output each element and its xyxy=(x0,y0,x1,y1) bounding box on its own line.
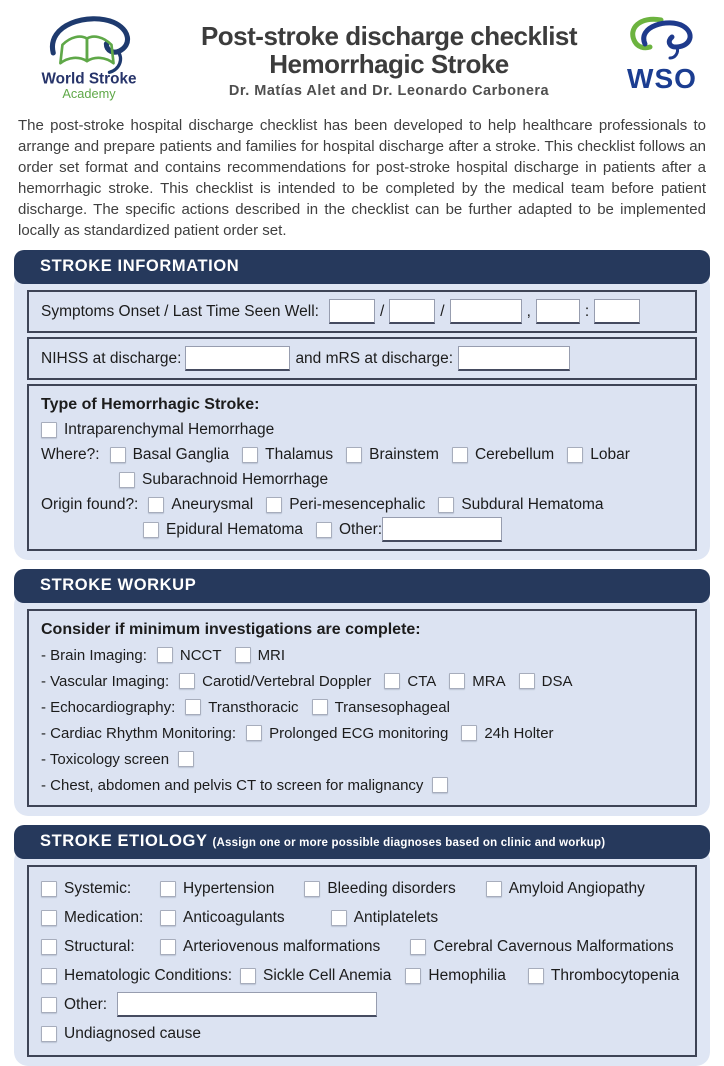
brainstem-checkbox[interactable] xyxy=(346,447,362,463)
prolonged-ecg-checkbox[interactable] xyxy=(246,725,262,741)
cerebellum-checkbox[interactable] xyxy=(452,447,468,463)
ncct-checkbox[interactable] xyxy=(157,647,173,663)
amyloid-angiopathy-label: Amyloid Angiopathy xyxy=(508,879,645,897)
nihss-input[interactable] xyxy=(185,346,290,371)
page-title-line2: Hemorrhagic Stroke xyxy=(269,49,509,80)
cavernous-malformations-checkbox[interactable] xyxy=(410,939,426,955)
workup-option xyxy=(384,673,436,690)
medication-row xyxy=(41,903,683,932)
hemorrhage-type-heading: Type of Hemorrhagic Stroke: xyxy=(41,396,260,413)
transthoracic-label: Transthoracic xyxy=(208,698,299,716)
thrombocytopenia-checkbox[interactable] xyxy=(528,968,544,984)
svg-text:Academy: Academy xyxy=(62,85,116,101)
hemorrhage-type-box xyxy=(27,384,697,551)
date-separator-slash2: / xyxy=(440,302,445,320)
mri-checkbox[interactable] xyxy=(235,647,251,663)
origin-option xyxy=(438,496,603,514)
cavernous-malformations-label: Cerebral Cavernous Malformations xyxy=(433,937,674,955)
origin-row2 xyxy=(143,517,683,542)
stroke-workup-panel xyxy=(14,591,710,816)
toxicology-checkbox[interactable] xyxy=(178,751,194,767)
title-block xyxy=(164,8,614,99)
mrs-label: and mRS at discharge: xyxy=(295,349,454,367)
wso-logo xyxy=(614,8,710,103)
mri-label: MRI xyxy=(257,646,286,664)
systemic-checkbox[interactable] xyxy=(41,881,57,897)
undiagnosed-checkbox[interactable] xyxy=(41,1026,57,1042)
origin-row xyxy=(41,492,683,517)
workup-option xyxy=(461,725,553,742)
where-label: Where?: xyxy=(41,445,100,463)
epidural-hematoma-checkbox[interactable] xyxy=(143,522,159,538)
thalamus-checkbox[interactable] xyxy=(242,447,258,463)
etiology-option xyxy=(405,967,506,985)
structural-row xyxy=(41,932,683,961)
antiplatelets-label: Antiplatelets xyxy=(353,908,439,926)
malignancy-ct-checkbox[interactable] xyxy=(432,777,448,793)
brain-imaging-row xyxy=(41,642,683,668)
where-option xyxy=(567,446,630,464)
cerebellum-label: Cerebellum xyxy=(474,445,555,463)
stroke-workup-header: STROKE WORKUP xyxy=(14,569,710,603)
undiagnosed-row xyxy=(41,1019,683,1048)
symptoms-onset-box xyxy=(27,290,697,333)
cta-checkbox[interactable] xyxy=(384,673,400,689)
basal-ganglia-label: Basal Ganglia xyxy=(132,445,230,463)
structural-label: Structural: xyxy=(64,937,135,955)
etiology-other-row xyxy=(41,990,683,1019)
cardiac-rhythm-row xyxy=(41,720,683,746)
origin-other-checkbox[interactable] xyxy=(316,522,332,538)
where-option xyxy=(242,446,333,464)
subarachnoid-checkbox[interactable] xyxy=(119,472,135,488)
basal-ganglia-checkbox[interactable] xyxy=(110,447,126,463)
origin-other-input[interactable] xyxy=(382,517,502,542)
medication-label: Medication: xyxy=(64,908,144,926)
peri-mesencephalic-checkbox[interactable] xyxy=(266,497,282,513)
mra-checkbox[interactable] xyxy=(449,673,465,689)
holter-label: 24h Holter xyxy=(484,724,554,742)
anticoagulants-label: Anticoagulants xyxy=(183,908,285,926)
echocardiography-label: - Echocardiography: xyxy=(41,698,176,716)
vascular-imaging-row xyxy=(41,668,683,694)
ncct-label: NCCT xyxy=(179,646,222,664)
origin-label: Origin found?: xyxy=(41,495,139,513)
hypertension-checkbox[interactable] xyxy=(160,881,176,897)
transthoracic-checkbox[interactable] xyxy=(185,699,201,715)
section-stroke-information xyxy=(14,250,710,560)
transesophageal-checkbox[interactable] xyxy=(312,699,328,715)
etiology-box xyxy=(27,865,697,1057)
workup-option xyxy=(312,699,450,716)
subarachnoid-row xyxy=(119,467,683,492)
intraparenchymal-label: Intraparenchymal Hemorrhage xyxy=(64,420,275,438)
antiplatelets-checkbox[interactable] xyxy=(331,910,347,926)
workup-heading: Consider if minimum investigations are complete: xyxy=(41,621,421,638)
world-stroke-academy-icon xyxy=(23,8,155,102)
date-separator-comma: , xyxy=(526,302,531,320)
systemic-row xyxy=(41,874,683,903)
epidural-hematoma-label: Epidural Hematoma xyxy=(166,520,303,538)
hematologic-checkbox[interactable] xyxy=(41,968,57,984)
etiology-option xyxy=(410,938,673,956)
svg-text:World Stroke: World Stroke xyxy=(41,70,137,88)
time-separator-colon: : xyxy=(584,302,590,320)
etiology-option xyxy=(331,909,438,927)
workup-option xyxy=(179,673,371,690)
section-stroke-workup xyxy=(14,569,710,816)
hypertension-label: Hypertension xyxy=(183,879,275,897)
page-header xyxy=(0,0,724,107)
scores-box xyxy=(27,337,697,380)
intraparenchymal-checkbox[interactable] xyxy=(41,422,57,438)
nihss-label: NIHSS at discharge: xyxy=(41,349,182,367)
sickle-cell-label: Sickle Cell Anemia xyxy=(263,966,392,984)
subdural-hematoma-label: Subdural Hematoma xyxy=(461,495,604,513)
peri-mesencephalic-label: Peri-mesencephalic xyxy=(289,495,426,513)
avm-checkbox[interactable] xyxy=(160,939,176,955)
origin-option xyxy=(148,496,253,514)
section-stroke-etiology xyxy=(14,825,710,1066)
workup-option xyxy=(157,647,222,664)
dsa-label: DSA xyxy=(541,672,573,690)
symptoms-onset-label: Symptoms Onset / Last Time Seen Well: xyxy=(41,302,319,320)
origin-other-label: Other: xyxy=(338,520,383,538)
etiology-option xyxy=(160,909,285,927)
lobar-label: Lobar xyxy=(590,445,630,463)
stroke-etiology-subtitle: (Assign one or more possible diagnoses based on clinic and workup) xyxy=(212,837,606,849)
workup-box xyxy=(27,609,697,807)
toxicology-row xyxy=(41,746,683,772)
sickle-cell-checkbox[interactable] xyxy=(240,968,256,984)
dsa-checkbox[interactable] xyxy=(519,673,535,689)
etiology-other-checkbox[interactable] xyxy=(41,997,57,1013)
workup-option xyxy=(185,699,298,716)
subdural-hematoma-checkbox[interactable] xyxy=(438,497,454,513)
page-title-line1: Post-stroke discharge checklist xyxy=(200,21,578,51)
etiology-option xyxy=(160,880,274,898)
undiagnosed-label: Undiagnosed cause xyxy=(64,1024,202,1042)
etiology-option xyxy=(160,938,380,956)
svg-text:WSO: WSO xyxy=(627,63,697,94)
onset-year-input[interactable] xyxy=(450,299,522,324)
workup-option xyxy=(519,673,573,690)
toxicology-label: - Toxicology screen xyxy=(41,750,170,768)
transesophageal-label: Transesophageal xyxy=(334,698,450,716)
prolonged-ecg-label: Prolonged ECG monitoring xyxy=(269,724,449,742)
avm-label: Arteriovenous malformations xyxy=(183,937,381,955)
thalamus-label: Thalamus xyxy=(265,445,334,463)
workup-option xyxy=(246,725,448,742)
onset-minute-input[interactable] xyxy=(594,299,640,324)
etiology-other-label: Other: xyxy=(64,995,108,1013)
etiology-option xyxy=(528,967,679,985)
stroke-information-panel xyxy=(14,272,710,560)
bleeding-disorders-label: Bleeding disorders xyxy=(327,879,456,897)
stroke-etiology-header xyxy=(14,825,710,859)
intro-paragraph: The post-stroke hospital discharge checklist has been developed to help healthcare professionals to arrange and prepare patients and families for hospital discharge after a stroke. This checklist follows an order set format and contains recommendations for post-stroke hospital discharge in patients after a hemorrhagic stroke. This checklist is intended to be completed by the medical team before patient discharge. The specific actions described in the checklist can be further adapted to be implemented locally as standardized patient order set. xyxy=(18,117,706,239)
hematologic-row xyxy=(41,961,683,990)
origin-other-option xyxy=(316,521,382,539)
hematologic-label: Hematologic Conditions: xyxy=(64,966,233,984)
cardiac-rhythm-label: - Cardiac Rhythm Monitoring: xyxy=(41,724,237,742)
amyloid-angiopathy-checkbox[interactable] xyxy=(486,881,502,897)
stroke-information-header: STROKE INFORMATION xyxy=(14,250,710,284)
world-stroke-academy-logo xyxy=(14,8,164,107)
aneurysmal-checkbox[interactable] xyxy=(148,497,164,513)
vascular-imaging-label: - Vascular Imaging: xyxy=(41,672,170,690)
anticoagulants-checkbox[interactable] xyxy=(160,910,176,926)
subarachnoid-label: Subarachnoid Hemorrhage xyxy=(142,470,329,488)
etiology-option xyxy=(304,880,455,898)
echocardiography-row xyxy=(41,694,683,720)
where-option xyxy=(452,446,554,464)
carotid-doppler-checkbox[interactable] xyxy=(179,673,195,689)
intraparenchymal-row xyxy=(41,417,683,442)
mrs-input[interactable] xyxy=(458,346,570,371)
wso-brain-icon xyxy=(617,14,707,98)
aneurysmal-label: Aneurysmal xyxy=(171,495,254,513)
where-option xyxy=(110,446,230,464)
authors-byline: Dr. Matías Alet and Dr. Leonardo Carbonera xyxy=(228,83,550,100)
origin-option xyxy=(266,496,425,514)
onset-month-input[interactable] xyxy=(389,299,435,324)
hemophilia-checkbox[interactable] xyxy=(405,968,421,984)
cta-label: CTA xyxy=(407,672,437,690)
hemophilia-label: Hemophilia xyxy=(428,966,506,984)
thrombocytopenia-label: Thrombocytopenia xyxy=(550,966,680,984)
carotid-doppler-label: Carotid/Vertebral Doppler xyxy=(202,672,372,690)
where-option xyxy=(346,446,439,464)
where-row xyxy=(41,442,683,467)
etiology-option xyxy=(486,880,645,898)
mra-label: MRA xyxy=(472,672,506,690)
onset-hour-input[interactable] xyxy=(536,299,580,324)
workup-option xyxy=(235,647,286,664)
lobar-checkbox[interactable] xyxy=(567,447,583,463)
onset-day-input[interactable] xyxy=(329,299,375,324)
brainstem-label: Brainstem xyxy=(369,445,439,463)
etiology-option xyxy=(240,967,391,985)
stroke-etiology-title: STROKE ETIOLOGY xyxy=(40,832,208,850)
brain-imaging-label: - Brain Imaging: xyxy=(41,646,147,664)
bleeding-disorders-checkbox[interactable] xyxy=(304,881,320,897)
systemic-label: Systemic: xyxy=(64,879,132,897)
malignancy-ct-label: - Chest, abdomen and pelvis CT to screen for malignancy xyxy=(41,776,424,794)
date-separator-slash: / xyxy=(379,302,385,320)
malignancy-ct-row xyxy=(41,772,683,798)
workup-option xyxy=(449,673,505,690)
medication-checkbox[interactable] xyxy=(41,910,57,926)
holter-checkbox[interactable] xyxy=(461,725,477,741)
structural-checkbox[interactable] xyxy=(41,939,57,955)
stroke-etiology-panel xyxy=(14,847,710,1066)
etiology-other-input[interactable] xyxy=(117,992,377,1017)
